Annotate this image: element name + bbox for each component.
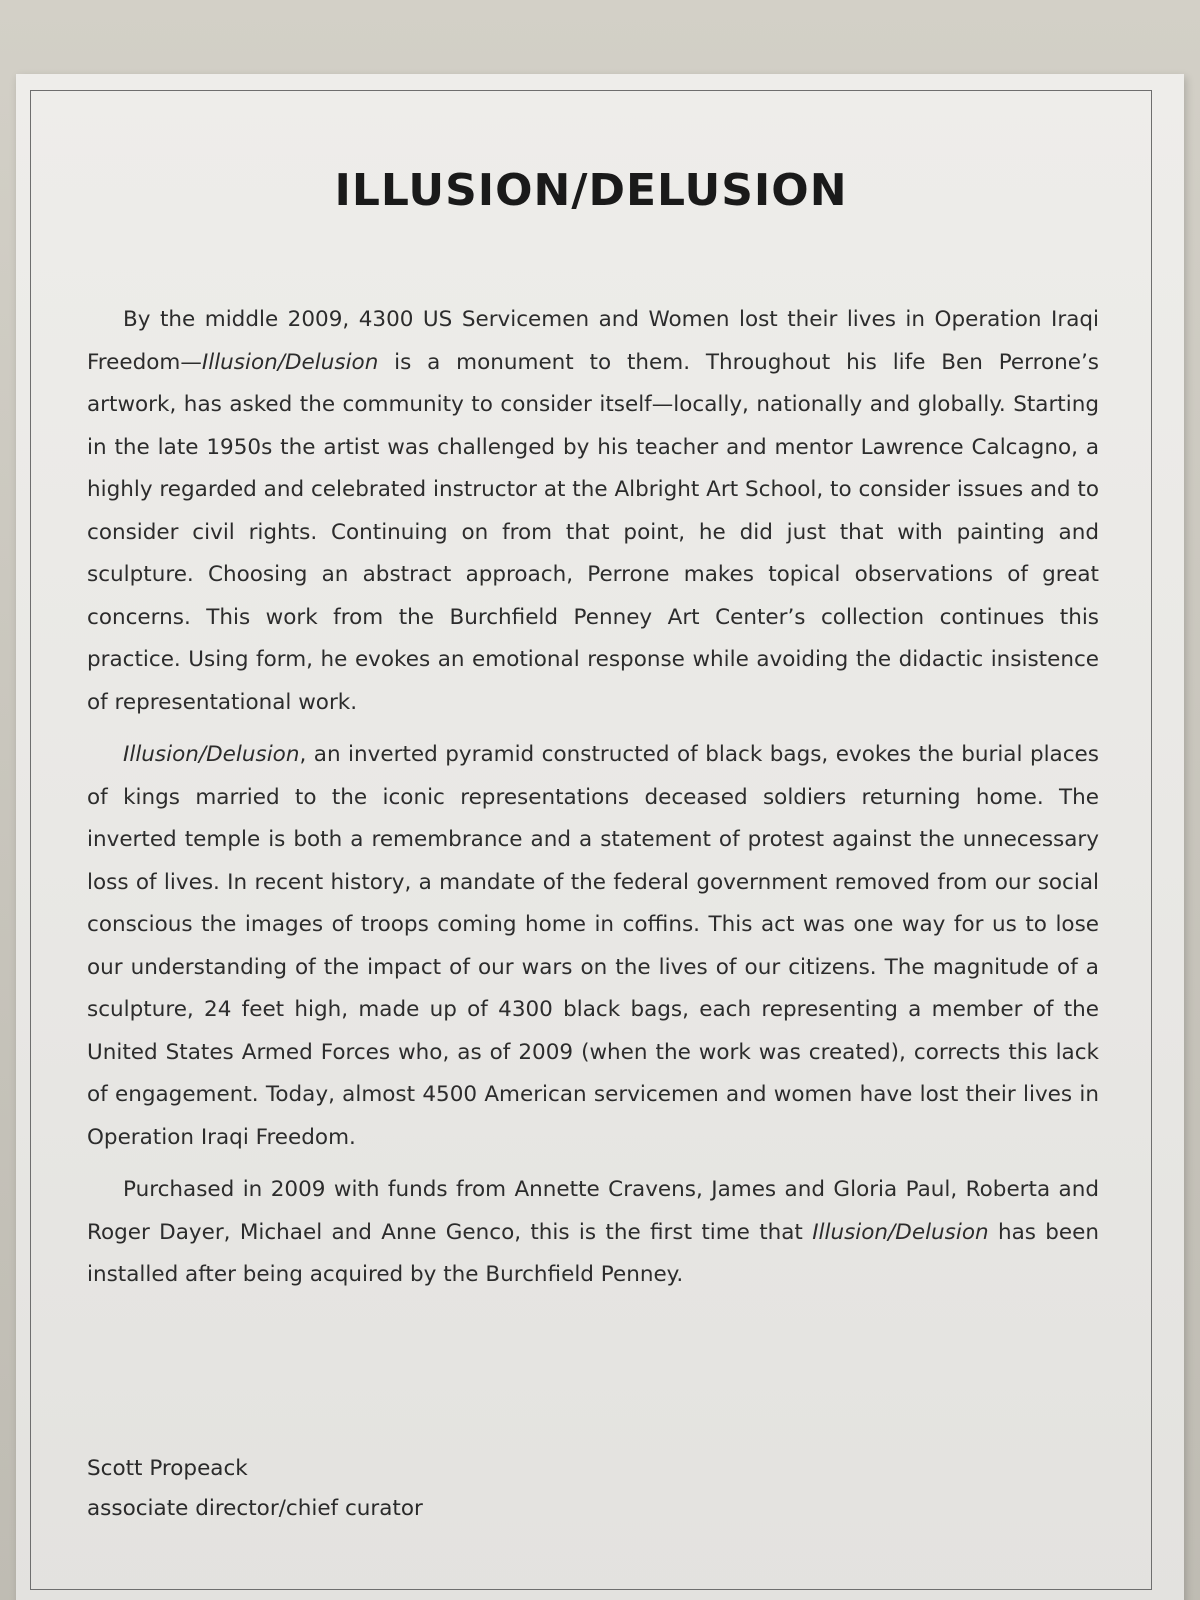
paragraph-1: [87, 299, 1099, 724]
paragraph-3: [87, 1169, 1099, 1297]
curator-signature: [87, 1449, 423, 1529]
placard-body: [87, 299, 1099, 1307]
paragraph-2: [87, 734, 1099, 1159]
curator-role: associate director/chief curator: [87, 1496, 423, 1521]
exhibit-placard: [16, 74, 1184, 1600]
paragraph-3-text-b: has been installed after being acquired by the Burchfield Penney.: [87, 1219, 1099, 1287]
placard-border: [30, 90, 1152, 1590]
paragraph-1-text-a: By the middle 2009, 4300 US Servicemen and Women lost their lives in Operation Iraqi Freedom—: [87, 307, 1099, 375]
paragraph-2-text: , an inverted pyramid constructed of black bags, evokes the burial places of kings married to the iconic representations deceased soldiers returning home. The inverted temple is both a remembrance and a statement of protest against the unnecessary loss of lives. In recent history, a mandate of the federal government removed from our social conscious the images of troops coming home in coffins. This act was one way for us to lose our understanding of the impact of our wars on the lives of our citizens. The magnitude of a sculpture, 24 feet high, made up of 4300 black bags, each representing a member of the United States Armed Forces who, as of 2009 (when the work was created), corrects this lack of engagement. Today, almost 4500 American servicemen and women have lost their lives in Operation Iraqi Freedom.: [87, 742, 1099, 1150]
artwork-title-italic: Illusion/Delusion: [201, 349, 379, 375]
artwork-title-italic: Illusion/Delusion: [812, 1219, 989, 1245]
paragraph-3-text-a: Purchased in 2009 with funds from Annette Cravens, James and Gloria Paul, Roberta and Roger Dayer, Michael and Anne Genco, this is the first time that: [87, 1177, 1099, 1245]
paragraph-1-text-b: is a monument to them. Throughout his life Ben Perrone’s artwork, has asked the community to consider itself—locally, nationally and globally. Starting in the late 1950s the artist was challenged by his teacher and mentor Lawrence Calcagno, a highly regarded and celebrated instructor at the Albright Art School, to consider issues and to consider civil rights. Continuing on from that point, he did just that with painting and sculpture. Choosing an abstract approach, Perrone makes topical observations of great concerns. This work from the Burchfield Penney Art Center’s collection continues this practice. Using form, he evokes an emotional response while avoiding the didactic insistence of representational work.: [87, 349, 1099, 715]
curator-name: Scott Propeack: [87, 1456, 248, 1481]
placard-title: ILLUSION/DELUSION: [334, 165, 848, 216]
artwork-title-italic: Illusion/Delusion: [123, 742, 300, 767]
